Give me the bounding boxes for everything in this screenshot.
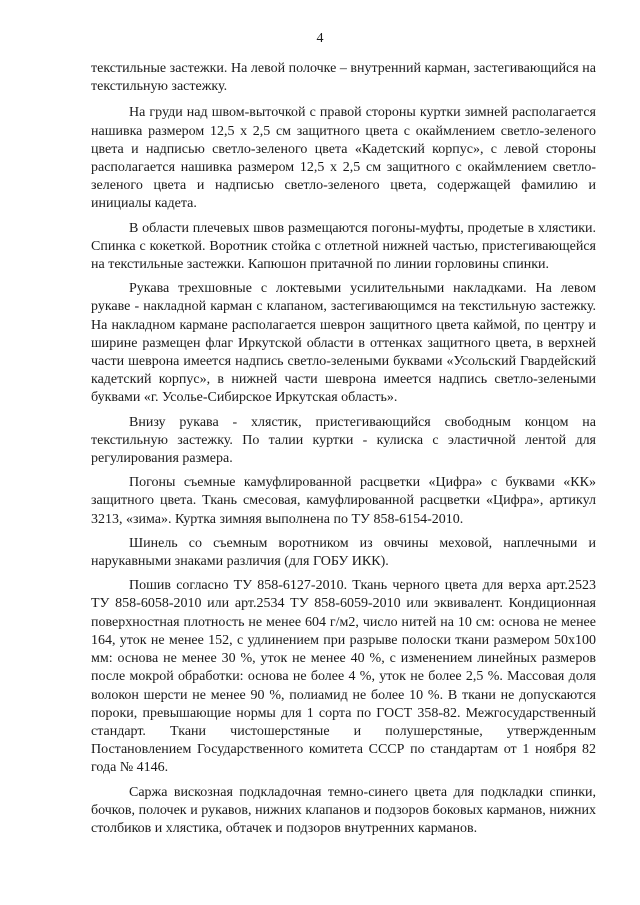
paragraph-1: текстильные застежки. На левой полочке – внутренний карман, застегивающийся на текстильную застежку. [91,61,596,95]
paragraph-5: Внизу рукава - хлястик, пристегивающийся свободным концом на текстильную застежку. По талии куртки - кулиска с эластичной лентой для регулирования размера. [91,414,596,467]
paragraph-9: Саржа вискозная подкладочная темно-синего цвета для подкладки спинки, бочков, полочек и рукавов, нижних клапанов и подзоров боковых карманов, нижних столбиков и хлястика, обтачек и подзоров внутренних карманов. [91,784,596,836]
paragraph-3: В области плечевых швов размещаются погоны-муфты, продетые в хлястики. Спинка с кокеткой. Воротник стойка с отлетной нижней частью, пристегивающейся на текстильные застежки. Капюшон притачной по линии горловины спинки. [91,220,596,273]
paragraph-8: Пошив согласно ТУ 858-6127-2010. Ткань черного цвета для верха арт.2523 ТУ 858-6058-2010 или арт.2534 ТУ 858-6059-2010 или эквивалент. Кондиционная поверхностная плотность не менее 604 г/м2, число нитей на 10 см: основа не менее 164, уток не менее 152, с удлинением при разрыве полоски ткани размером 50х100 мм: основа не менее 30 %, уток не менее 40 %, с изменением линейных размеров после мокрой обработки: основа не более 4 %, уток не более 2,5 %. Массовая доля волокон шерсти не менее 90 %, полиамид не более 10 %. В ткани не допускаются пороки, превышающие нормы для 1 сорта по ГОСТ 358-82. Межгосударственный стандарт. Ткани чистошерстяные и полушерстяные, утвержденным Постановлением Государственного комитета СССР по стандартам от 1 ноября 82 года № 4146. [91,578,596,776]
paragraph-7: Шинель со съемным воротником из овчины меховой, наплечными и нарукавными знаками различия (для ГОБУ ИКК). [91,535,596,570]
paragraph-6: Погоны съемные камуфлированной расцветки «Цифра» с буквами «КК» защитного цвета. Ткань смесовая, камуфлированной расцветки «Цифра», артикул 3213, «зима». Куртка зимняя выполнена по ТУ 858-6154-2010. [91,475,596,527]
paragraph-2: На груди над швом-выточкой с правой стороны куртки зимней располагается нашивка размером 12,5 х 2,5 см защитного цвета с окаймлением светло-зеленого цвета и надписью светло-зеленого цвета «Кадетский корпус», с левой стороны располагается нашивка размером 12,5 х 2,5 см защитного с окаймлением светло-зеленого цвета и надписью светло-зеленого цвета, содержащей фамилию и инициалы кадета. [91,105,596,212]
document-body [91,60,596,844]
page-number: 4 [316,31,324,46]
paragraph-4: Рукава трехшовные с локтевыми усилительными накладками. На левом рукаве - накладной карман с клапаном, застегивающимся на текстильную застежку. На накладном кармане располагается шеврон защитного цвета каймой, по центру и ширине размещен флаг Иркутской области в оттенках защитного цвета, в верхней части шеврона имеется надпись светло-зелеными буквами «Усольский Гвардейский кадетский корпус», в нижней части шеврона имеется надпись светло-зелеными буквами «г. Усолье-Сибирское Иркутская область». [91,281,596,406]
